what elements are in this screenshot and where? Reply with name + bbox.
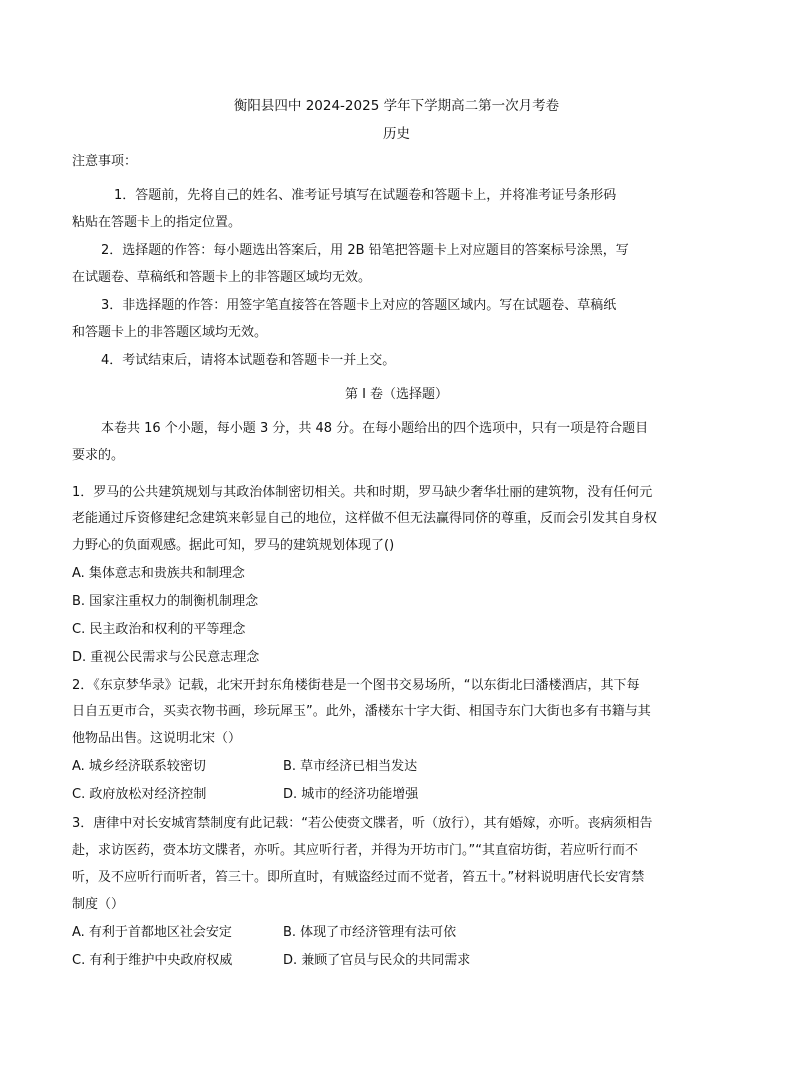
notice-item-3-line-1: 3．非选择题的作答：用签字笔直接答在答题卡上对应的答题区域内。写在试题卷、草稿纸 [101,298,617,313]
exam-title: 衡阳县四中 2024-2025 学年下学期高二第一次月考卷 [233,98,560,114]
q3-stem-line-4: 制度（） [72,897,125,912]
subject-title: 历史 [383,126,410,142]
notice-item-1-line-2: 粘贴在答题卡上的指定位置。 [72,215,242,230]
q1-option-b: B. 国家注重权力的制衡机制理念 [72,594,259,609]
q1-option-c: C. 民主政治和权利的平等理念 [72,622,246,637]
notice-item-2-line-1: 2．选择题的作答：每小题选出答案后，用 2B 铅笔把答题卡上对应题目的答案标号涂黑，写 [101,243,629,258]
q3-option-a: A. 有利于首都地区社会安定 [72,925,232,940]
q2-stem-line-3: 他物品出售。这说明北宋（） [72,731,242,746]
q2-stem-line-1: 2．《东京梦华录》记载，北宋开封东角楼街巷是一个图书交易场所，“以东街北曰潘楼酒店，其下每 [72,678,640,693]
notice-item-4: 4．考试结束后，请将本试题卷和答题卡一并上交。 [101,353,396,368]
notice-item-2-line-2: 在试题卷、草稿纸和答题卡上的非答题区域均无效。 [72,270,372,285]
notice-item-1-line-1: 1．答题前，先将自己的姓名、准考证号填写在试题卷和答题卡上，并将准考证号条形码 [114,188,617,203]
q1-stem-line-2: 老能通过斥资修建纪念建筑来彰显自己的地位，这样做不但无法赢得同侪的尊重，反而会引发其自身权 [72,511,658,526]
notice-item-3-line-2: 和答题卡上的非答题区域均无效。 [72,325,268,340]
q3-stem-line-3: 听，及不应听行而听者，笞三十。即所直时，有贼盗经过而不觉者，笞五十。”材料说明唐代长安宵禁 [72,870,645,885]
q2-option-a: A. 城乡经济联系较密切 [72,759,206,774]
q3-stem-line-1: 3．唐律中对长安城宵禁制度有此记载：“若公使赍文牒者，听（放行），其有婚嫁，亦听。丧病须相告 [72,816,653,831]
q1-option-d: D. 重视公民需求与公民意志理念 [72,650,260,665]
q2-option-c: C. 政府放松对经济控制 [72,787,207,802]
q1-option-a: A. 集体意志和贵族共和制理念 [72,566,245,581]
section-title: 第 I 卷（选择题） [344,387,449,402]
q3-stem-line-2: 赴，求访医药，赍本坊文牒者，亦听。其应听行者，并得为开坊市门。”“其直宿坊街，若应听行而不 [72,843,638,858]
q1-stem-line-3: 力野心的负面观感。据此可知，罗马的建筑规划体现了() [72,538,395,553]
section-intro-line-1: 本卷共 16 个小题，每小题 3 分，共 48 分。在每小题给出的四个选项中，只有一项是符合题目 [101,421,649,436]
section-intro-line-2: 要求的。 [72,448,125,463]
q2-option-b: B. 草市经济已相当发达 [283,759,418,774]
q1-stem-line-1: 1．罗马的公共建筑规划与其政治体制密切相关。共和时期，罗马缺少奢华壮丽的建筑物，没有任何元 [72,485,653,500]
q2-option-d: D. 城市的经济功能增强 [283,787,419,802]
notice-heading: 注意事项： [72,154,138,169]
q3-option-c: C. 有利于维护中央政府权威 [72,953,233,968]
q3-option-d: D. 兼顾了官员与民众的共同需求 [283,953,471,968]
q3-option-b: B. 体现了市经济管理有法可依 [283,925,457,940]
q2-stem-line-2: 日自五更市合，买卖衣物书画，珍玩犀玉”。此外，潘楼东十字大街、相国寺东门大街也多有书籍与其 [72,704,651,719]
